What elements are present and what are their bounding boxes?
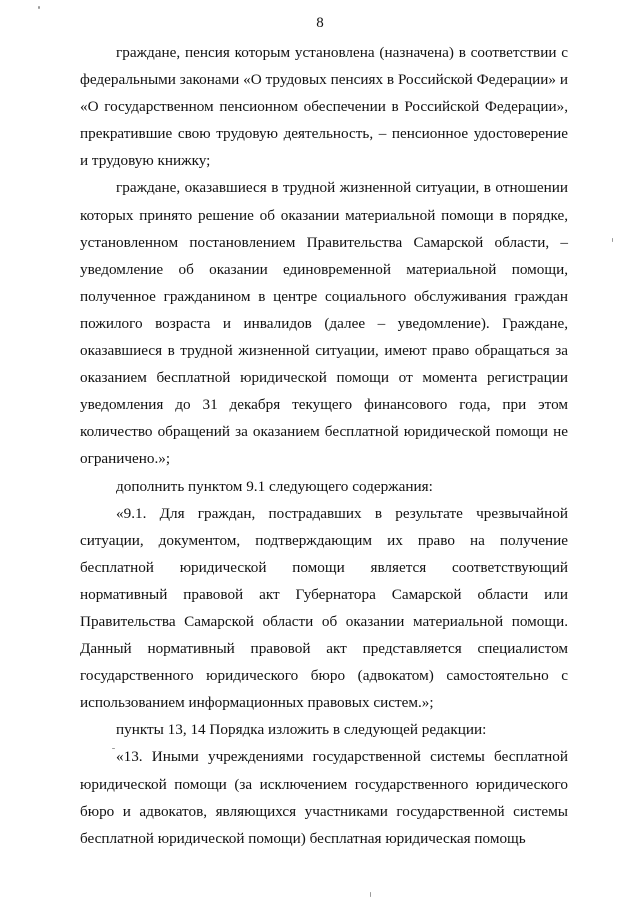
scan-speck (112, 748, 115, 749)
paragraph-item-13: «13. Иными учреждениями государственной системы бесплатной юридической помощи (за исключением государственного юридического бюро и адвокатов, являющихся участниками государственной системы бесплатной юридической помощи) бесплатная юридическая помощь (80, 748, 568, 847)
paragraph-hardship: граждане, оказавшиеся в трудной жизненной ситуации, в отношении которых принято решение об оказании материальной помощи в порядке, установленном постановлением Правительства Самарской области, – уведомление об оказании единовременной материальной помощи, полученное гражданином в центре социального обслуживания граждан пожилого возраста и инвалидов (далее – уведомление). Граждане, оказавшиеся в трудной жизненной ситуации, имеют право обращаться за оказанием бесплатной юридической помощи от момента регистрации уведомления до 31 декабря текущего финансового года, при этом количество обращений за оказанием бесплатной юридической помощи не ограничено.»; (80, 179, 568, 468)
scan-speck (38, 6, 40, 9)
scan-speck (612, 238, 613, 242)
paragraph-items-13-14: пункты 13, 14 Порядка изложить в следующей редакции: (116, 721, 487, 739)
paragraph-add-item-9-1: дополнить пунктом 9.1 следующего содержания: (116, 477, 433, 495)
scan-speck (370, 892, 371, 897)
page-number: 8 (316, 15, 324, 31)
paragraph-item-9-1: «9.1. Для граждан, пострадавших в результате чрезвычайной ситуации, документом, подтверждающим их право на получение бесплатной юридической помощи является соответствующий нормативный правовой акт Губернатора Самарской области или Правительства Самарской области об оказании материальной помощи. Данный нормативный правовой акт представляется специалистом государственного юридического бюро (адвокатом) самостоятельно с использованием информационных правовых систем.»; (80, 504, 568, 712)
document-body (80, 39, 568, 852)
paragraph-pensioners: граждане, пенсия которым установлена (назначена) в соответствии с федеральными законами «О трудовых пенсиях в Российской Федерации» и «О государственном пенсионном обеспечении в Российской Федерации», прекратившие свою трудовую деятельность, – пенсионное удостоверение и трудовую книжку; (80, 44, 568, 170)
